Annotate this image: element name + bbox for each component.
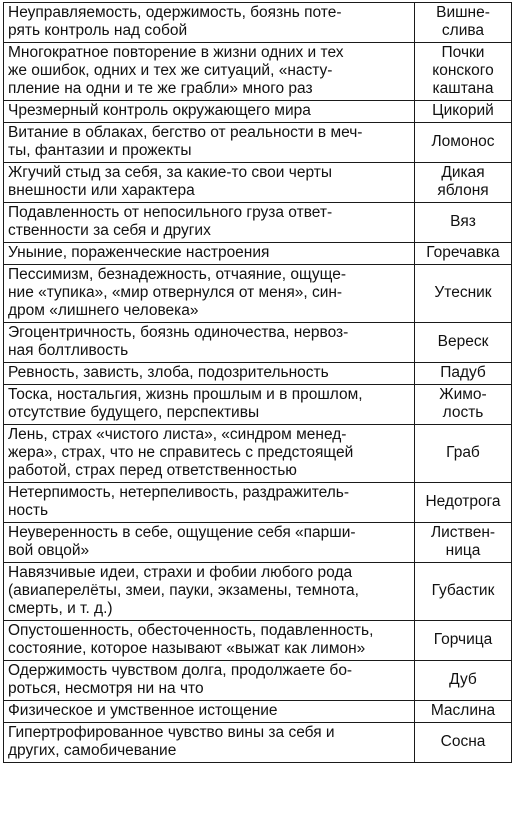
- table-row: [4, 323, 512, 363]
- problem-text-line: смерть, и т. д.): [8, 600, 113, 617]
- remedy-cell: [415, 43, 512, 101]
- problem-text-line: Пессимизм, безнадежность, отчаяние, ощуще-: [8, 266, 347, 283]
- problem-text-line: Эгоцентричность, боязнь одиночества, нервоз-: [8, 324, 349, 341]
- remedy-cell: [415, 265, 512, 323]
- remedy-cell: [415, 243, 512, 265]
- remedy-name-line: Почки: [441, 44, 485, 61]
- remedy-name-line: Маслина: [430, 702, 496, 719]
- table-row: [4, 163, 512, 203]
- remedy-name-line: Утесник: [434, 284, 492, 301]
- table-row: [4, 425, 512, 483]
- problem-cell: [4, 101, 415, 123]
- table-row: [4, 621, 512, 661]
- problem-cell: [4, 163, 415, 203]
- remedy-name-line: каштана: [432, 80, 494, 97]
- problem-text-line: ная болтливость: [8, 342, 129, 359]
- problem-cell: [4, 123, 415, 163]
- remedy-name-line: Граб: [446, 444, 480, 461]
- remedy-cell: [415, 323, 512, 363]
- problem-text-line: Многократное повторение в жизни одних и тех: [8, 44, 344, 61]
- table-row: [4, 483, 512, 523]
- problem-text-line: Жгучий стыд за себя, за какие-то свои черты: [8, 164, 332, 181]
- table-row: [4, 563, 512, 621]
- remedy-name-line: ница: [445, 542, 481, 559]
- problem-text-line: ственности за себя и других: [8, 222, 211, 239]
- table-row: [4, 661, 512, 701]
- problem-text-line: Тоска, ностальгия, жизнь прошлым и в прошлом,: [8, 386, 363, 403]
- problem-text-line: Нетерпимость, нетерпеливость, раздражитель-: [8, 484, 350, 501]
- remedy-name-line: Сосна: [440, 733, 486, 750]
- table-row: [4, 701, 512, 723]
- remedy-name-line: Цикорий: [432, 102, 494, 119]
- problem-cell: [4, 265, 415, 323]
- problem-text-line: Чрезмерный контроль окружающего мира: [8, 102, 311, 119]
- remedy-cell: [415, 621, 512, 661]
- problem-cell: [4, 621, 415, 661]
- problem-text-line: Подавленность от непосильного груза ответ-: [8, 204, 333, 221]
- remedy-cell: [415, 425, 512, 483]
- table-row: [4, 203, 512, 243]
- remedy-name-line: Дуб: [449, 671, 477, 688]
- remedy-cell: [415, 723, 512, 763]
- remedy-cell: [415, 203, 512, 243]
- remedy-name-line: Вереск: [437, 333, 489, 350]
- remedy-name-line: Падуб: [440, 364, 486, 381]
- remedy-name-line: Недотрога: [425, 493, 501, 510]
- problem-cell: [4, 483, 415, 523]
- remedy-name-line: яблоня: [437, 182, 489, 199]
- problem-text-line: ты, фантазии и прожекты: [8, 142, 192, 159]
- problem-cell: [4, 3, 415, 43]
- problem-text-line: Лень, страх «чистого листа», «синдром менед-: [8, 426, 347, 443]
- problem-cell: [4, 723, 415, 763]
- problem-text-line: вой овцой»: [8, 542, 90, 559]
- remedy-name-line: слива: [441, 22, 485, 39]
- remedy-cell: [415, 701, 512, 723]
- problem-cell: [4, 363, 415, 385]
- table-row: [4, 385, 512, 425]
- problem-text-line: Гипертрофированное чувство вины за себя и: [8, 724, 335, 741]
- problem-cell: [4, 701, 415, 723]
- problem-cell: [4, 243, 415, 265]
- problem-cell: [4, 661, 415, 701]
- table-row: [4, 523, 512, 563]
- remedy-name-line: Губастик: [431, 582, 495, 599]
- table-row: [4, 101, 512, 123]
- problem-cell: [4, 203, 415, 243]
- remedy-table: [3, 2, 512, 763]
- problem-text-line: ние «тупика», «мир отвернулся от меня», син-: [8, 284, 343, 301]
- problem-text-line: Витание в облаках, бегство от реальности в меч-: [8, 124, 363, 141]
- problem-cell: [4, 323, 415, 363]
- remedy-name-line: Вяз: [450, 213, 476, 230]
- problem-text-line: жера», страх, что не справитесь с предстоящей: [8, 444, 354, 461]
- problem-cell: [4, 523, 415, 563]
- problem-text-line: Уныние, пораженческие настроения: [8, 244, 270, 261]
- remedy-cell: [415, 123, 512, 163]
- remedy-name-line: Горечавка: [426, 244, 500, 261]
- problem-text-line: Неуправляемость, одержимость, боязнь поте-: [8, 4, 342, 21]
- problem-text-line: внешности или характера: [8, 182, 195, 199]
- problem-text-line: Опустошенность, обесточенность, подавленность,: [8, 622, 374, 639]
- problem-text-line: Навязчивые идеи, страхи и фобии любого рода: [8, 564, 353, 581]
- problem-cell: [4, 43, 415, 101]
- problem-text-line: Одержимость чувством долга, продолжаете бо-: [8, 662, 353, 679]
- problem-text-line: роться, несмотря ни на что: [8, 680, 204, 697]
- remedy-name-line: Дикая: [441, 164, 485, 181]
- problem-text-line: других, самобичевание: [8, 742, 177, 759]
- remedy-name-line: Листвен-: [430, 524, 496, 541]
- table-row: [4, 123, 512, 163]
- remedy-name-line: конского: [432, 62, 494, 79]
- problem-cell: [4, 425, 415, 483]
- problem-cell: [4, 385, 415, 425]
- remedy-cell: [415, 661, 512, 701]
- problem-text-line: Физическое и умственное истощение: [8, 702, 278, 719]
- remedy-cell: [415, 101, 512, 123]
- problem-text-line: Ревность, зависть, злоба, подозрительность: [8, 364, 329, 381]
- problem-cell: [4, 563, 415, 621]
- problem-text-line: (авиаперелёты, змеи, пауки, экзамены, темнота,: [8, 582, 359, 599]
- remedy-name-line: Жимо-: [439, 386, 487, 403]
- remedy-cell: [415, 483, 512, 523]
- remedy-cell: [415, 3, 512, 43]
- table-row: [4, 43, 512, 101]
- remedy-cell: [415, 363, 512, 385]
- remedy-name-line: Горчица: [433, 631, 493, 648]
- remedy-name-line: Ломонос: [431, 133, 495, 150]
- problem-text-line: пление на одни и те же грабли» много раз: [8, 80, 313, 97]
- remedy-cell: [415, 385, 512, 425]
- remedy-name-line: Вишне-: [436, 4, 490, 21]
- table-row: [4, 243, 512, 265]
- problem-text-line: отсутствие будущего, перспективы: [8, 404, 260, 421]
- table-row: [4, 723, 512, 763]
- problem-text-line: Неуверенность в себе, ощущение себя «парши-: [8, 524, 356, 541]
- remedy-name-line: лость: [442, 404, 484, 421]
- problem-text-line: ность: [8, 502, 49, 519]
- table-row: [4, 265, 512, 323]
- problem-text-line: дром «лишнего человека»: [8, 302, 199, 319]
- table-row: [4, 363, 512, 385]
- remedy-cell: [415, 523, 512, 563]
- table-body: [4, 3, 512, 763]
- problem-text-line: состояние, которое называют «выжат как лимон»: [8, 640, 366, 657]
- remedy-cell: [415, 163, 512, 203]
- problem-text-line: рять контроль над собой: [8, 22, 188, 39]
- table-row: [4, 3, 512, 43]
- remedy-cell: [415, 563, 512, 621]
- problem-text-line: работой, страх перед ответственностью: [8, 462, 297, 479]
- problem-text-line: же ошибок, одних и тех же ситуаций, «насту-: [8, 62, 333, 79]
